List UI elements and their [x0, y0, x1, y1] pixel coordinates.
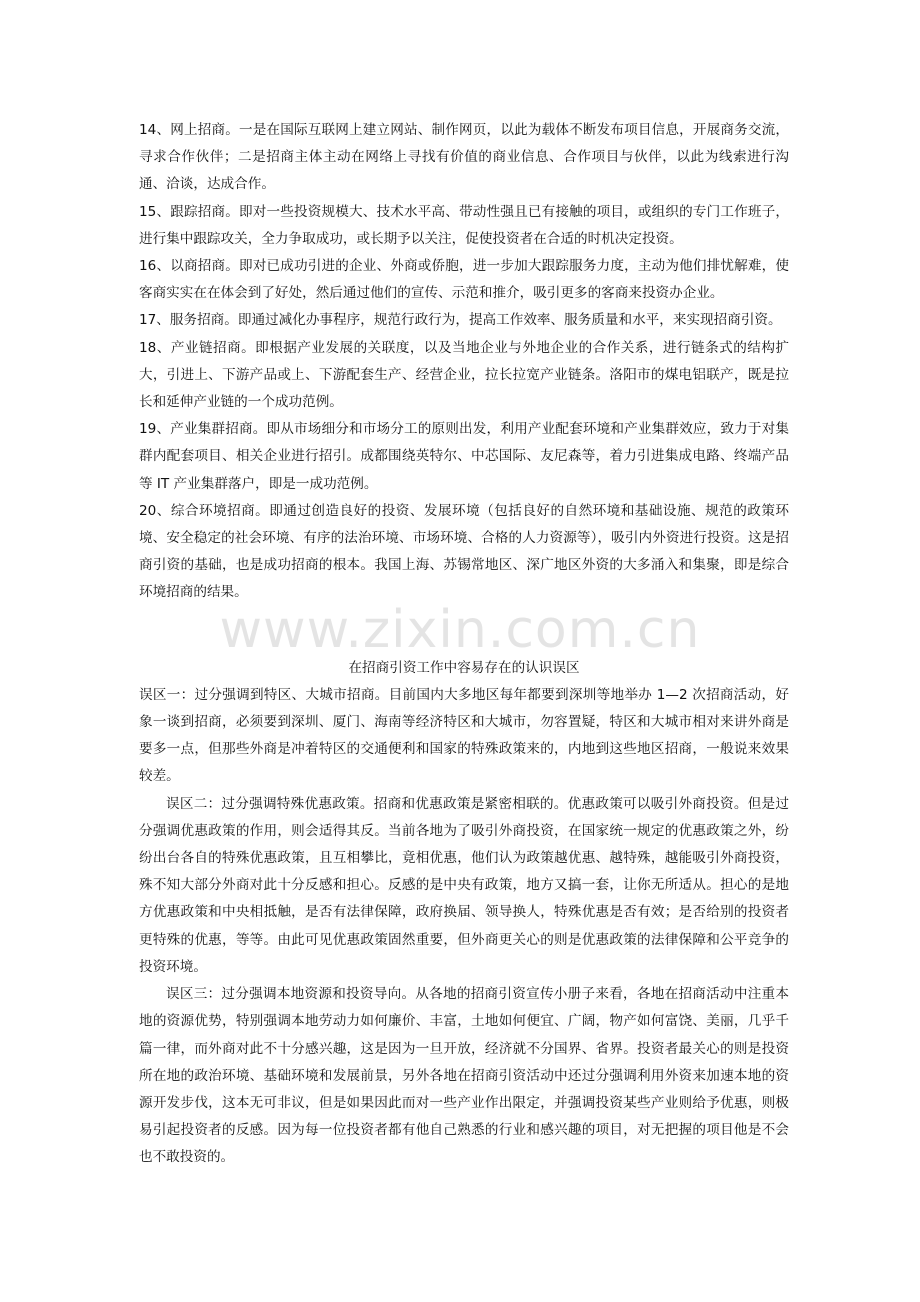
item-20-paragraph: 20、综合环境招商。即通过创造良好的投资、发展环境（包括良好的自然环境和基础设施、规范的政策环境、安全稳定的社会环境、有序的法治环境、市场环境、合格的人力资源等），吸引内外资进行投资。这是招商引资的基础，也是成功招商的根本。我国上海、苏锡常地区、深广地区外资的大多涌入和集聚，即是综合环境招商的结果。 [139, 502, 789, 601]
item-18-paragraph: 18、产业链招商。即根据产业发展的关联度，以及当地企业与外地企业的合作关系，进行链条式的结构扩大，引进上、下游产品或上、下游配套生产、经营企业，拉长拉宽产业链条。洛阳市的煤电铝联产，既是拉长和延伸产业链的一个成功范例。 [139, 339, 789, 411]
watermark-text: www.zixin.com.cn [219, 600, 701, 660]
item-14-paragraph: 14、网上招商。一是在国际互联网上建立网站、制作网页，以此为载体不断发布项目信息，开展商务交流，寻求合作伙伴；二是招商主体主动在网络上寻找有价值的商业信息、合作项目与伙伴，以此为线索进行沟通、洽谈，达成合作。 [139, 122, 789, 193]
section-title: 在招商引资工作中容易存在的认识误区 [348, 659, 580, 676]
misconception-3-paragraph: 误区三：过分强调本地资源和投资导向。从各地的招商引资宣传小册子来看，各地在招商活动中注重本地的资源优势，特别强调本地劳动力如何廉价、丰富，土地如何便宜、广阔，物产如何富饶、美丽，几乎千篇一律，而外商对此不十分感兴趣，这是因为一旦开放，经济就不分国界、省界。投资者最关心的则是投资所在地的政治环境、基础环境和发展前景，另外各地在招商引资活动中还过分强调利用外资来加速本地的资源开发步伐，这本无可非议，但是如果因此而对一些产业作出限定，并强调投资某些产业则给予优惠，则极易引起投资者的反感。因为每一位投资者都有他自己熟悉的行业和感兴趣的项目，对无把握的项目他是不会也不敢投资的。 [139, 986, 789, 1166]
item-16-paragraph: 16、以商招商。即对已成功引进的企业、外商或侨胞，进一步加大跟踪服务力度，主动为他们排忧解难，使客商实实在在体会到了好处，然后通过他们的宣传、示范和推介，吸引更多的客商来投资办企业。 [139, 258, 789, 302]
misconception-2-paragraph: 误区二：过分强调特殊优惠政策。招商和优惠政策是紧密相联的。优惠政策可以吸引外商投资。但是过分强调优惠政策的作用，则会适得其反。当前各地为了吸引外商投资，在国家统一规定的优惠政策之外，纷纷出台各自的特殊优惠政策，且互相攀比，竟相优惠，他们认为政策越优惠、越特殊，越能吸引外商投资，殊不知大部分外商对此十分反感和担心。反感的是中央有政策，地方又搞一套，让你无所适从。担心的是地方优惠政策和中央相抵触，是否有法律保障，政府换届、领导换人，特殊优惠是否有效；是否给别的投资者更特殊的优惠，等等。由此可见优惠政策固然重要，但外商更关心的则是优惠政策的法律保障和公平竞争的投资环境。 [139, 795, 789, 975]
misconception-1-paragraph: 误区一：过分强调到特区、大城市招商。目前国内大多地区每年都要到深圳等地举办 1—2 次招商活动，好象一谈到招商，必须要到深圳、厦门、海南等经济特区和大城市，勿容置疑，特区和大城市相对来讲外商是要多一点，但那些外商是冲着特区的交通便利和国家的特殊政策来的，内地到这些地区招商，一般说来效果较差。 [139, 686, 789, 785]
item-19-paragraph: 19、产业集群招商。即从市场细分和市场分工的原则出发，利用产业配套环境和产业集群效应，致力于对集群内配套项目、相关企业进行招引。成都围绕英特尔、中芯国际、友尼森等，着力引进集成电路、终端产品等 IT 产业集群落户，即是一成功范例。 [139, 421, 789, 492]
item-15-paragraph: 15、跟踪招商。即对一些投资规模大、技术水平高、带动性强且已有接触的项目，或组织的专门工作班子，进行集中跟踪攻关，全力争取成功，或长期予以关注，促使投资者在合适的时机决定投资。 [139, 203, 789, 247]
document-body [139, 117, 789, 1172]
item-17-paragraph: 17、服务招商。即通过减化办事程序，规范行政行为，提高工作效率、服务质量和水平，来实现招商引资。 [139, 312, 782, 329]
section-spacer [139, 607, 789, 655]
